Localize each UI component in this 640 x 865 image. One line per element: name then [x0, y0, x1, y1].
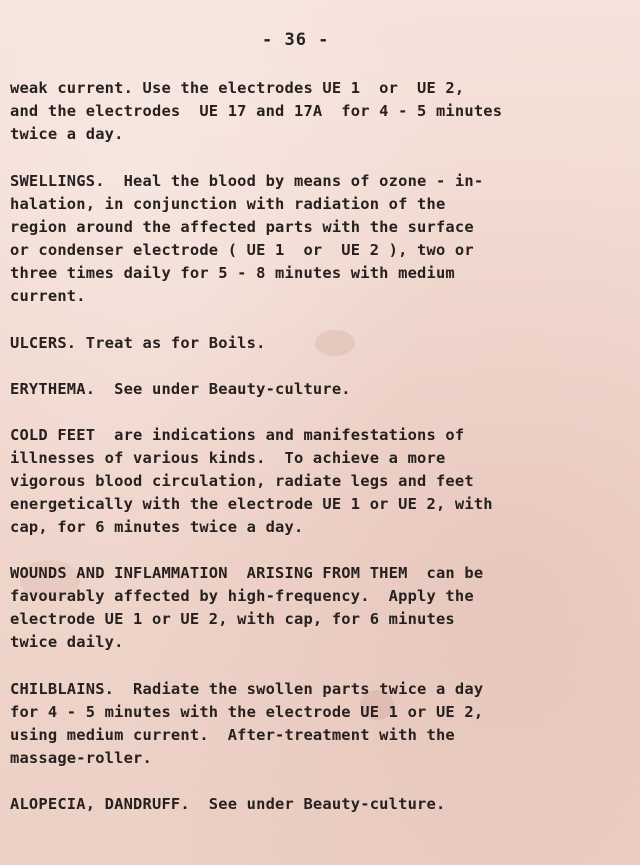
text-line: halation, in conjunction with radiation of the — [10, 195, 446, 213]
text-line: current. — [10, 287, 86, 305]
text-line: weak current. Use the electrodes UE 1 or UE 2, — [10, 79, 465, 97]
text-line: region around the affected parts with the surface — [10, 218, 474, 236]
text-line: WOUNDS AND INFLAMMATION ARISING FROM THEM can be — [10, 564, 484, 582]
text-line: COLD FEET are indications and manifestations of — [10, 426, 465, 444]
text-line: and the electrodes UE 17 and 17A for 4 - 5 minutes — [10, 102, 503, 120]
text-line: favourably affected by high-frequency. Apply the — [10, 587, 474, 605]
text-line: energetically with the electrode UE 1 or UE 2, with — [10, 495, 493, 513]
text-line: SWELLINGS. Heal the blood by means of ozone - in- — [10, 172, 484, 190]
text-line: for 4 - 5 minutes with the electrode UE 1 or UE 2, — [10, 703, 484, 721]
text-line: ULCERS. Treat as for Boils. — [10, 334, 266, 352]
text-line: twice daily. — [10, 633, 124, 651]
text-line: twice a day. — [10, 125, 124, 143]
text-line: cap, for 6 minutes twice a day. — [10, 518, 304, 536]
text-line: CHILBLAINS. Radiate the swollen parts twice a day — [10, 680, 484, 698]
text-line: illnesses of various kinds. To achieve a more — [10, 449, 446, 467]
paper-stain — [315, 330, 355, 356]
text-line: or condenser electrode ( UE 1 or UE 2 ), two or — [10, 241, 474, 259]
text-line: using medium current. After-treatment with the — [10, 726, 455, 744]
text-line: ALOPECIA, DANDRUFF. See under Beauty-culture. — [10, 795, 446, 813]
text-line: three times daily for 5 - 8 minutes with medium — [10, 264, 455, 282]
page-number: - 36 - — [262, 30, 330, 50]
text-line: vigorous blood circulation, radiate legs and feet — [10, 472, 474, 490]
text-line: electrode UE 1 or UE 2, with cap, for 6 minutes — [10, 610, 455, 628]
text-line: massage-roller. — [10, 749, 152, 767]
text-line: ERYTHEMA. See under Beauty-culture. — [10, 380, 351, 398]
